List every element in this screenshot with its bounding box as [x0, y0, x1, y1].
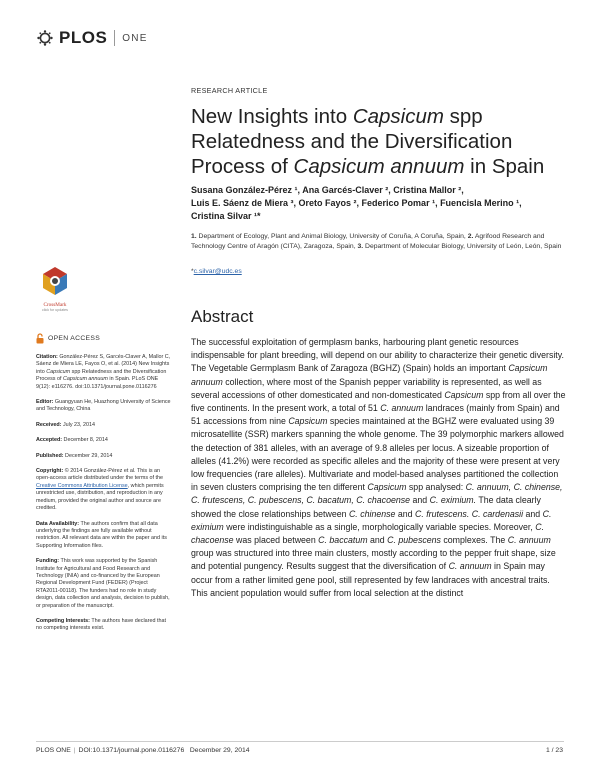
- abstract-italic: Capsicum: [367, 482, 407, 493]
- published-date: December 29, 2014: [63, 452, 113, 459]
- abstract-text: and: [395, 508, 415, 519]
- author-line: Susana González-Pérez ¹, Ana Garcés-Claver ², Cristina Mallor ²,: [191, 185, 464, 195]
- abstract-text: group was structured into three main clusters, mostly according to the pepper fruit shape, size and potential pungency. Results suggest that the diversification of: [191, 548, 556, 572]
- citation-text: spp Relatedness and the Diversification Process of: [36, 368, 167, 383]
- received-label: Received:: [36, 421, 62, 428]
- data-availability-label: Data Availability:: [36, 520, 80, 527]
- abstract-text: species maintained at the BGHZ were evaluated using 39 microsatellite (SSR) markers spanning the whole genome. The 39 polymorphic markers allowed the detection of 381 alleles, with an average of 9.8 alleles per locus. A sizeable proportion of alleles (41.2%) were recorded as specific alleles and the majority of these were present at very low frequencies (rare alleles). Multivariate and model-based analyses partitioned the collection in seven clusters comprising the ten different: [191, 416, 564, 493]
- abstract-text: were indistinguishable as a single, morphologically variable species. Moreover,: [223, 521, 536, 532]
- article-type: RESEARCH ARTICLE: [191, 86, 268, 95]
- affil-number: 2.: [467, 233, 474, 240]
- competing-interests-block: [36, 618, 172, 633]
- editor-label: Editor:: [36, 399, 54, 406]
- abstract-italic: C. frutescens. C. cardenasii: [415, 508, 524, 519]
- abstract-italic: C. annuum: [448, 561, 492, 572]
- crossmark-icon: [42, 266, 68, 296]
- email-link[interactable]: c.silvar@udc.es: [193, 268, 242, 275]
- copyright-text: , which permits unrestricted use, distribution, and reproduction in any medium, provided the original author and source are credited.: [36, 482, 164, 512]
- corresponding-email: [191, 268, 242, 275]
- plos-one-logo[interactable]: [36, 28, 148, 48]
- affil-text: Department of Ecology, Plant and Animal Biology, University of Coruña, A Coruña, Spain,: [196, 233, 468, 240]
- abstract-italic: C. chacoense: [191, 521, 545, 546]
- footer-journal: PLOS ONE: [36, 747, 71, 754]
- footer-doi[interactable]: DOI:10.1371/journal.pone.0116276: [78, 747, 185, 754]
- footer-date: December 29, 2014: [189, 747, 250, 754]
- funding-label: Funding:: [36, 558, 60, 565]
- abstract-italic: Capsicum annuum: [191, 363, 548, 387]
- crossmark-label: CrossMark: [43, 302, 67, 308]
- citation-italic: Capsicum: [46, 368, 71, 375]
- abstract-text: in Spain may occur from a rather limited gene pool, still represented by few landraces with ancestral traits. This ancient population would suffer from local selection at the distinct: [191, 561, 550, 598]
- abstract-text: and: [410, 495, 430, 506]
- data-availability-block: [36, 521, 172, 551]
- title-part: New Insights into: [191, 105, 353, 128]
- copyright-text: © 2014 González-Pérez et al. This is an open-access article distributed under the terms of the: [36, 468, 164, 482]
- abstract-text: spp from all over the five continents. In the present work, a total of 51: [191, 389, 566, 414]
- abstract-body: [191, 336, 567, 600]
- published-block: [36, 453, 172, 460]
- abstract-text: collection, where most of the Spanish pepper variability is represented, as well as several accessions of other domesticated and non-domesticated: [191, 376, 542, 400]
- author-line: Cristina Silvar ¹*: [191, 211, 261, 222]
- accepted-date: December 8, 2014: [62, 437, 108, 444]
- abstract-italic: C. eximium: [191, 508, 552, 532]
- citation-text: González-Pérez S, Garcés-Claver A, Mallor C, Sáenz de Miera LE, Fayos O, et al. (2014) New Insights into: [36, 354, 171, 375]
- abstract-text: spp analysed:: [406, 482, 466, 493]
- abstract-text: and: [523, 508, 543, 519]
- editor-block: [36, 399, 172, 414]
- competing-interests-text: The authors have declared that no competing interests exist.: [36, 617, 166, 632]
- funding-block: [36, 558, 172, 610]
- crossmark-sublabel: click for updates: [42, 308, 68, 312]
- open-access-badge: [36, 333, 172, 344]
- page-number: 1 / 23: [545, 747, 563, 754]
- citation-label: Citation:: [36, 354, 58, 360]
- open-lock-icon: [36, 333, 44, 344]
- article-title: [191, 104, 571, 179]
- abstract-text: was placed between: [233, 535, 319, 546]
- email-marker: *: [191, 268, 194, 275]
- logo-divider: [114, 30, 115, 46]
- abstract-text: and: [367, 535, 388, 546]
- author-line: Luis E. Sáenz de Miera ³, Oreto Fayos ², Federico Pomar ¹, Fuencisla Merino ¹,: [191, 198, 522, 209]
- citation-block: [36, 354, 172, 391]
- affil-text: Agrifood Research and Technology Centre of Aragón (CITA), Zaragoza, Spain,: [191, 233, 545, 250]
- abstract-italic: C. annuum: [380, 403, 424, 414]
- copyright-label: Copyright:: [36, 468, 64, 475]
- journal-name: ONE: [122, 32, 148, 44]
- plos-dots-icon: [36, 30, 56, 46]
- abstract-italic: C. pubescens: [387, 535, 441, 546]
- citation-text: in Spain. PLoS ONE 9(12): e116276. doi:10.1371/journal.pone.0116276: [36, 376, 159, 390]
- brand-name: PLOS: [59, 28, 108, 47]
- footer-divider: [36, 741, 564, 742]
- received-block: [36, 422, 172, 429]
- abstract-italic: C. chinense: [348, 508, 396, 519]
- abstract-text: complexes. The: [440, 535, 508, 546]
- article-info-sidebar: [36, 333, 172, 641]
- abstract-text: The successful exploitation of germplasm banks, harbouring plant genetic resources indispensable for plant breeding, will depend on our ability to characterize their genetic diversity. The Vegetable Germplasm Bank of Zaragoza (BGHZ) (Spain) holds an important: [191, 337, 564, 374]
- abstract-text: landraces (mainly from Spain) and 51 accessions from nine: [191, 403, 560, 427]
- affil-number: 3.: [357, 243, 364, 250]
- crossmark-badge[interactable]: [36, 266, 74, 312]
- title-italic: Capsicum annuum: [293, 155, 465, 178]
- accepted-block: [36, 437, 172, 444]
- affiliations: [191, 232, 571, 252]
- affil-text: Department of Molecular Biology, University of León, León, Spain: [363, 243, 562, 250]
- abstract-italic: C. annuum, C. chinense, C. frutescens, C. pubescens, C. bacatum, C. chacoense: [191, 482, 563, 506]
- footer-separator: |: [73, 747, 76, 754]
- affil-number: 1.: [191, 233, 197, 240]
- footer-citation: [36, 747, 250, 754]
- accepted-label: Accepted:: [36, 437, 63, 444]
- title-part: spp Relatedness and the Diversification Process of: [191, 105, 513, 178]
- author-list: [191, 184, 571, 224]
- citation-italic: Capsicum annuum: [62, 376, 108, 383]
- published-label: Published:: [36, 452, 64, 459]
- abstract-italic: C. baccatum: [318, 535, 368, 546]
- open-access-label: OPEN ACCESS: [48, 334, 101, 342]
- title-part: in Spain: [464, 155, 545, 178]
- license-link[interactable]: Creative Commons Attribution License: [36, 482, 128, 489]
- competing-interests-label: Competing Interests:: [36, 617, 90, 624]
- abstract-text: The data clearly showed the close relationships between: [191, 495, 541, 519]
- abstract-italic: Capsicum: [444, 389, 484, 400]
- abstract-italic: Capsicum: [288, 416, 328, 427]
- abstract-italic: C. annuum: [507, 535, 551, 546]
- received-date: July 23, 2014: [61, 421, 96, 428]
- editor-text: Guangyuan He, Huazhong University of Science and Technology, China: [36, 399, 171, 413]
- title-italic: Capsicum: [352, 105, 444, 128]
- data-availability-text: The authors confirm that all data underlying the findings are fully available without restriction. All relevant data are within the paper and its Supporting Information files.: [36, 520, 167, 549]
- abstract-heading: Abstract: [191, 307, 254, 326]
- abstract-italic: C. eximium.: [429, 495, 477, 506]
- copyright-block: [36, 468, 172, 512]
- funding-text: This work was supported by the Spanish Institute for Agricultural and Food Research and Technology (INIA) and co-financed by the European Regional Development Fund (FEDER) (Project RTA2011-00118). The funders had no role in study design, data collection and analysis, decision to publish, or preparation of the manuscript.: [36, 558, 170, 609]
